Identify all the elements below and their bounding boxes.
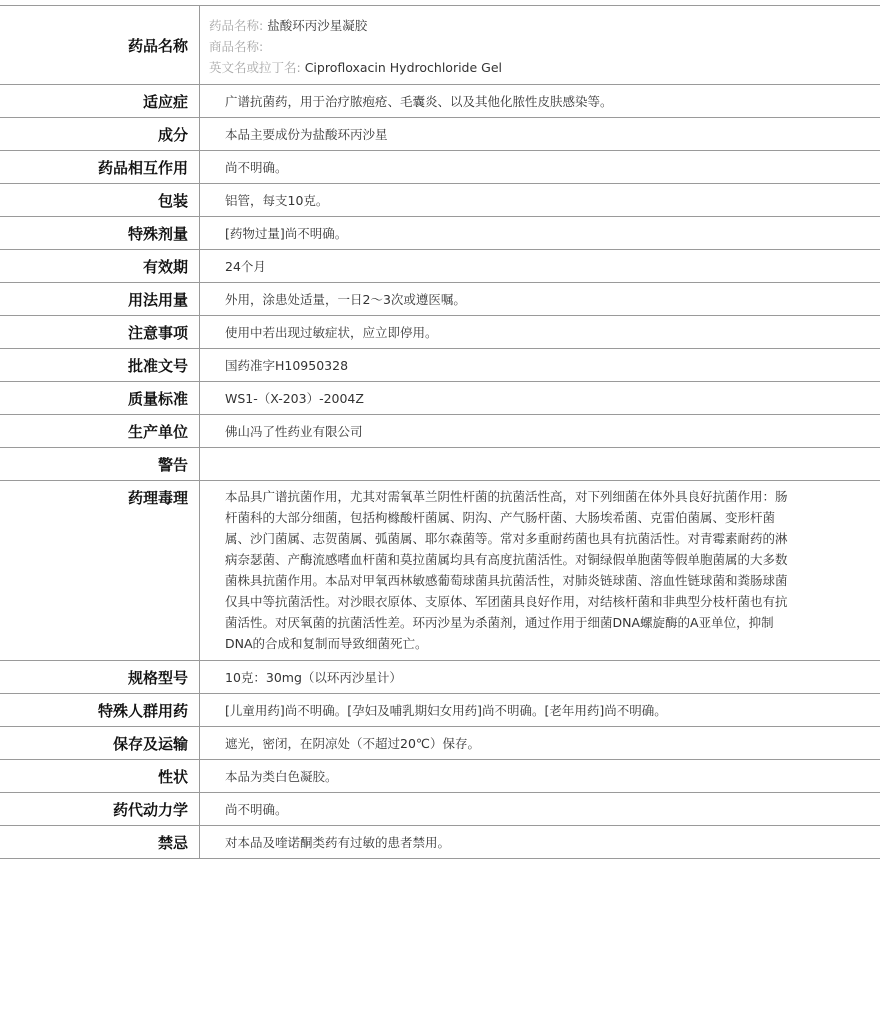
row-value: 铝管，每支10克。 xyxy=(225,192,329,208)
row-value: [药物过量]尚不明确。 xyxy=(225,225,348,241)
row-label: 批准文号 xyxy=(0,349,200,381)
table-row-indications xyxy=(0,85,880,118)
english-name-line xyxy=(209,57,880,78)
row-label: 药品名称 xyxy=(0,6,200,84)
table-row-manufacturer xyxy=(0,415,880,448)
table-row-quality-standard xyxy=(0,382,880,415)
row-label: 质量标准 xyxy=(0,382,200,414)
row-label: 药理毒理 xyxy=(0,481,200,660)
trade-name-line xyxy=(209,36,880,57)
table-row-pharmacokinetics xyxy=(0,793,880,826)
row-value: 使用中若出现过敏症状，应立即停用。 xyxy=(225,324,438,340)
generic-name-line xyxy=(209,15,880,36)
row-value: [儿童用药]尚不明确。[孕妇及哺乳期妇女用药]尚不明确。[老年用药]尚不明确。 xyxy=(225,702,667,718)
row-label: 警告 xyxy=(0,448,200,480)
row-value: 本品主要成份为盐酸环丙沙星 xyxy=(225,126,388,142)
table-row-special-dosage xyxy=(0,217,880,250)
row-label: 药代动力学 xyxy=(0,793,200,825)
table-row-usage xyxy=(0,283,880,316)
row-label: 包装 xyxy=(0,184,200,216)
table-row-interactions xyxy=(0,151,880,184)
table-row-warning xyxy=(0,448,880,481)
english-name-label: 英文名或拉丁名: xyxy=(209,60,301,75)
row-label: 保存及运输 xyxy=(0,727,200,759)
row-value: 24个月 xyxy=(225,258,266,274)
generic-name-label: 药品名称: xyxy=(209,18,264,33)
row-label: 性状 xyxy=(0,760,200,792)
row-label: 禁忌 xyxy=(0,826,200,858)
row-label: 特殊人群用药 xyxy=(0,694,200,726)
table-row-drug-name xyxy=(0,6,880,85)
row-value xyxy=(200,448,880,480)
english-name-value: Ciprofloxacin Hydrochloride Gel xyxy=(304,60,503,75)
row-value: 外用，涂患处适量，一日2～3次或遵医嘱。 xyxy=(225,291,466,307)
row-label: 用法用量 xyxy=(0,283,200,315)
row-value: 对本品及喹诺酮类药有过敏的患者禁用。 xyxy=(225,834,451,850)
row-label: 生产单位 xyxy=(0,415,200,447)
row-label: 注意事项 xyxy=(0,316,200,348)
generic-name-value: 盐酸环丙沙星凝胶 xyxy=(267,18,368,33)
row-value: 本品为类白色凝胶。 xyxy=(225,768,338,784)
row-value: WS1-（X-203）-2004Z xyxy=(225,390,364,406)
row-label: 成分 xyxy=(0,118,200,150)
row-value xyxy=(200,6,880,84)
row-value: 尚不明确。 xyxy=(225,159,288,175)
row-label: 规格型号 xyxy=(0,661,200,693)
row-value: 佛山冯了性药业有限公司 xyxy=(225,423,363,439)
table-row-shelf-life xyxy=(0,250,880,283)
row-label: 特殊剂量 xyxy=(0,217,200,249)
row-value: 尚不明确。 xyxy=(225,801,288,817)
table-row-appearance xyxy=(0,760,880,793)
row-value: 国药准字H10950328 xyxy=(225,357,349,373)
row-label: 适应症 xyxy=(0,85,200,117)
row-value: 遮光，密闭，在阴凉处（不超过20℃）保存。 xyxy=(225,735,480,751)
table-row-ingredients xyxy=(0,118,880,151)
row-value: 10克：30mg（以环丙沙星计） xyxy=(225,669,402,685)
trade-name-label: 商品名称: xyxy=(209,39,264,54)
table-row-storage xyxy=(0,727,880,760)
table-row-special-populations xyxy=(0,694,880,727)
table-row-packaging xyxy=(0,184,880,217)
table-row-approval-number xyxy=(0,349,880,382)
table-row-pharmacology xyxy=(0,481,880,661)
table-row-contraindications xyxy=(0,826,880,859)
table-row-specification xyxy=(0,661,880,694)
row-label: 有效期 xyxy=(0,250,200,282)
row-label: 药品相互作用 xyxy=(0,151,200,183)
row-value: 本品具广谱抗菌作用，尤其对需氧革兰阴性杆菌的抗菌活性高，对下列细菌在体外具良好抗菌作用：肠杆菌科的大部分细菌，包括枸橼酸杆菌属、阴沟、产气肠杆菌、大肠埃希菌、克雷伯菌属、变形杆菌属、沙门菌属、志贺菌属、弧菌属、耶尔森菌等。常对多重耐药菌也具有抗菌活性。对青霉素耐药的淋病奈瑟菌、产酶流感嗜血杆菌和莫拉菌属均具有高度抗菌活性。对铜绿假单胞菌等假单胞菌属的大多数菌株具抗菌作用。本品对甲氧西林敏感葡萄球菌具抗菌活性，对肺炎链球菌、溶血性链球菌和粪肠球菌仅具中等抗菌活性。对沙眼衣原体、支原体、军团菌具良好作用，对结核杆菌和非典型分枝杆菌也有抗菌活性。对厌氧菌的抗菌活性差。环丙沙星为杀菌剂，通过作用于细菌DNA螺旋酶的A亚单位，抑制DNA的合成和复制而导致细菌死亡。 xyxy=(225,489,788,651)
drug-info-table xyxy=(0,5,880,859)
row-value: 广谱抗菌药，用于治疗脓疱疮、毛囊炎、以及其他化脓性皮肤感染等。 xyxy=(225,93,613,109)
table-row-precautions xyxy=(0,316,880,349)
